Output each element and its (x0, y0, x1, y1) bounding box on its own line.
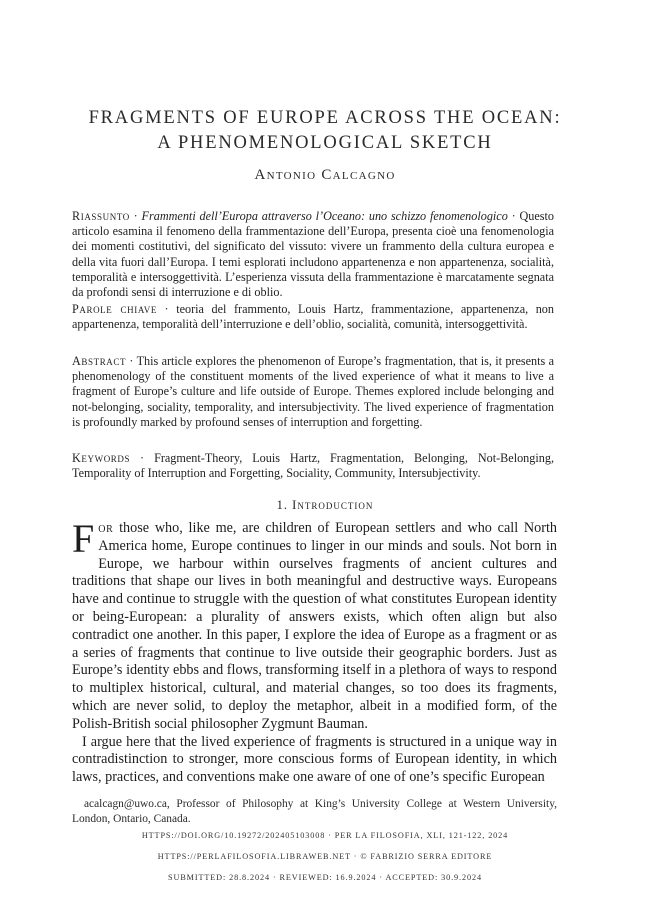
riassunto-italic-title: Frammenti dell’Europa attraverso l’Oceano: uno schizzo fenomenologico (141, 209, 508, 223)
riassunto-block (72, 209, 554, 300)
riassunto-separator-2: · (507, 209, 520, 223)
keywords-text: Fragment-Theory, Louis Hartz, Fragmentation, Belonging, Not-Belonging, Temporality of Interruption and Forgetting, Sociality, Community, Intersubjectivity. (72, 451, 554, 481)
review-dates-line: SUBMITTED: 28.8.2024 · REVIEWED: 16.9.2024 · ACCEPTED: 30.9.2024 (168, 873, 482, 882)
abstract-label: Abstract (72, 354, 127, 368)
title-line-2: A PHENOMENOLOGICAL SKETCH (157, 133, 493, 153)
doi-line: HTTPS://DOI.ORG/10.19272/202405103008 · PER LA FILOSOFIA, XLI, 121-122, 2024 (141, 831, 509, 840)
author-footnote: acalcagn@uwo.ca, Professor of Philosophy at King’s University College at Western University, London, Ontario, Canada. (72, 798, 557, 825)
publisher-line: HTTPS://PERLAFILOSOFIA.LIBRAWEB.NET · © FABRIZIO SERRA EDITORE (157, 852, 493, 861)
riassunto-separator-1: · (129, 209, 142, 223)
body-text (72, 516, 557, 787)
author-name: Antonio Calcagno (254, 167, 396, 183)
abstract-text: This article explores the phenomenon of Europe’s fragmentation, that is, it presents a phenomenology of the constituent moments of the lived experience of what it means to live a fragment of Europe’s culture and life outside of Europe. Themes explored include belonging and not-belonging, sociality, temporality, and intersubjectivity. The lived experience of fragmentation is profoundly marked by profound senses of interruption and forgetting. (72, 354, 554, 429)
keywords-separator: · (130, 451, 155, 465)
abstract-block (72, 354, 554, 430)
parole-chiave-text: teoria del frammento, Louis Hartz, frammentazione, appartenenza, non appartenenza, temporalità dell’interruzione e dell’oblio, socialità, comunità, intersoggettività. (72, 302, 554, 332)
riassunto-label: Riassunto (72, 209, 130, 223)
body-first-words: or (98, 520, 114, 536)
riassunto-text: Questo articolo esamina il fenomeno della frammentazione dell’Europa, presenta cioè una fenomenologia dei momenti costitutivi, del significato del vissuto: vivere un frammento della cultura europea e della vita fuori dall’Europa. I temi esplorati includono appartenenza e non appartenenza, socialità, temporalità e intersoggettività. L’esperienza vissuta della frammentazione è marcatamente segnata da profondi sensi di interruzione e di oblio. (72, 209, 555, 300)
keywords-block (72, 451, 554, 481)
parole-chiave-label: Parole chiave (72, 302, 157, 316)
title-line-1: FRAGMENTS OF EUROPE ACROSS THE OCEAN: (88, 108, 562, 128)
keywords-label: Keywords (72, 451, 131, 465)
parole-chiave-block (72, 302, 554, 332)
body-paragraph-1 (72, 516, 557, 734)
body-paragraph-1-text: those who, like me, are children of European settlers and who call North America home, Europe continues to linger in our minds and souls. Not born in Europe, we harbour within ourselves fragments of ancient cultures and traditions that shape our lives in both meaningful and destructive ways. Europeans have and continue to struggle with the question of what constitutes European identity or being-European: a plurality of answers exists, which often align but also contradict one another. In this paper, I explore the idea of Europe as a fragment or as a series of fragments that continue to live outside their geographic borders. Just as Europe’s identity ebbs and flows, transforming itself in a plethora of ways to respond to multiplex historical, cultural, and material changes, so too does its fragments, which are never solid, to deploy the metaphor, albeit in a modified form, of the Polish-British social philosopher Zygmunt Bauman. (72, 520, 557, 732)
section-heading: 1. Introduction (276, 498, 374, 512)
parole-chiave-separator: · (156, 302, 177, 316)
abstract-separator: · (126, 354, 137, 368)
drop-cap: F (72, 516, 95, 561)
body-paragraph-2: I argue here that the lived experience of fragments is structured in a unique way in contradistinction to stronger, more conscious forms of European identity, in which laws, practices, and conventions make one aware of one of one’s specific European (72, 733, 557, 786)
article-title (60, 106, 590, 156)
